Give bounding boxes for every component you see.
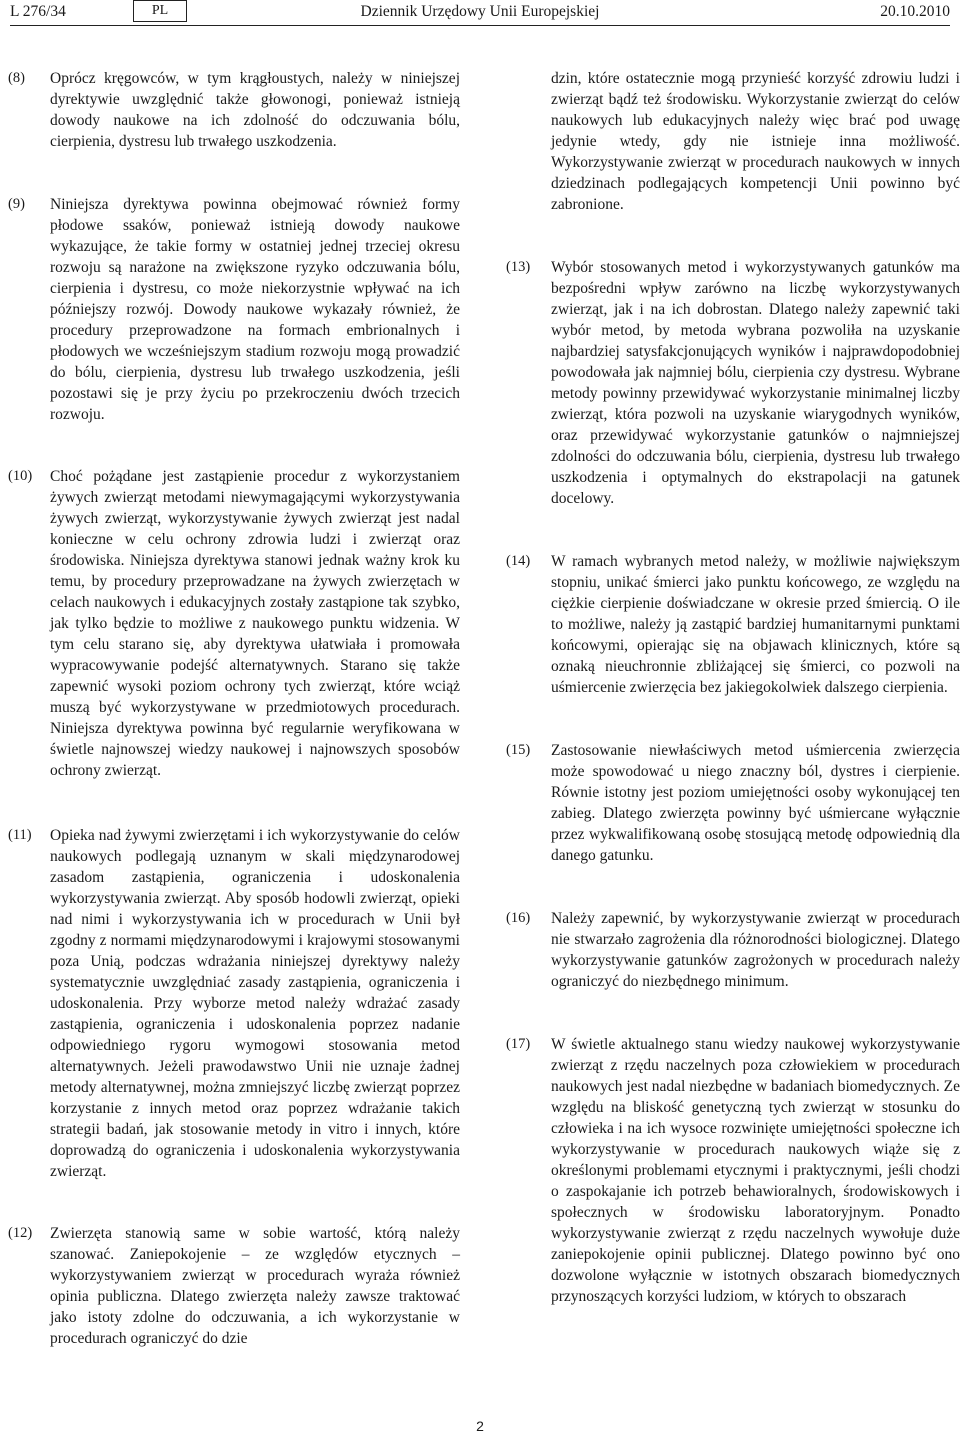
recital-text: dzin, które ostatecznie mogą przynieść korzyść zdrowiu ludzi i zwierząt bądź też środowisku. Wykorzystanie zwierząt do celów naukowych lub edukacyjnych należy więc brać pod uwagę jedynie wtedy, gdy nie istnieje inna możliwość. Wykorzystywanie zwierząt w procedurach naukowych w innych dziedzinach podlegających kompetencji Unii powinno być zabronione.: [551, 70, 960, 213]
header-divider: [10, 25, 950, 26]
recital-text: W świetle aktualnego stanu wiedzy naukowej wykorzystywanie zwierząt z rzędu naczelnych poza człowiekiem w procedurach naukowych jest nadal niezbędne w badaniach biomedycznych. Ze względu na bliskość genetyczną tych zwierząt w stosunku do człowieka i na ich wysoce rozwinięte umiejętności społeczne ich wykorzystywanie w procedurach naukowych wiąże się z określonymi problemami etycznymi i praktycznymi, jeśli chodzi o zaspokajanie ich potrzeb behawioralnych, środowiskowych i społecznych w środowisku laboratoryjnym. Ponadto wykorzystywanie zwierząt z rzędu naczelnych wywołuje duże zaniepokojenie opinii publicznej. Dlatego powinno być ono dozwolone wyłącznie w istotnych obszarach biomedycznych przynoszących korzyści ludziom, w których to obszarach: [551, 1036, 960, 1305]
page-number: 2: [476, 1418, 484, 1434]
recital-number: (16): [506, 910, 531, 926]
recital-text: Należy zapewnić, by wykorzystywanie zwierząt w procedurach nie stwarzało zagrożenia dla różnorodności biologicznej. Dlatego wykorzystywanie gatunków zagrożonych w procedurach należy ograniczyć do niezbędnego minimum.: [551, 910, 960, 990]
recital-text: Choć pożądane jest zastąpienie procedur z wykorzystaniem żywych zwierząt metodami niewymagającymi wykorzystywania żywych zwierząt, wykorzystywanie żywych zwierząt jest nadal konieczne w celu ochrony zdrowia ludzi i zwierząt oraz środowiska. Niniejsza dyrektywa stanowi jednak ważny krok ku temu, by procedury przeprowadzane na żywych zwierzętach w celach naukowych i edukacyjnych zostały zastąpione tak szybko, jak tylko będzie to możliwe z naukowego punktu widzenia. W tym celu starano się, aby dyrektywa ułatwiała i promowała wypracowywanie podejść alternatywnych. Starano się także zapewnić wysoki poziom ochrony tych zwierząt, które wciąż muszą być wykorzystywane w przedmiotowych procedurach. Niniejsza dyrektywa powinna być regularnie weryfikowana w świetle najnowszej wiedzy naukowej i najnowszych sposobów ochrony zwierząt.: [50, 468, 460, 779]
left-column: [0, 68, 460, 1349]
recital-9: [0, 194, 460, 425]
recital-number: (14): [506, 553, 531, 569]
recital-number: (13): [506, 259, 531, 275]
page-identifier: L 276/34: [10, 3, 66, 20]
recital-number: (9): [8, 196, 25, 212]
page-header: [0, 0, 960, 28]
recital-number: (11): [8, 827, 32, 843]
recital-15: [500, 740, 960, 866]
recital-13: [500, 257, 960, 509]
recital-12: [0, 1223, 460, 1349]
recital-number: (8): [8, 70, 25, 86]
recital-number: (12): [8, 1225, 33, 1241]
publication-date: 20.10.2010: [880, 3, 950, 20]
recital-number: (15): [506, 742, 531, 758]
recital-text: Zwierzęta stanowią same w sobie wartość, którą należy szanować. Zaniepokojenie – ze względów etycznych – wykorzystywaniem zwierząt w procedurach wyraża również opinia publiczna. Dlatego zwierzęta należy zawsze traktować jako istoty zdolne do odczuwania, a ich wykorzystanie w procedurach ograniczyć do dzie: [50, 1225, 460, 1347]
journal-title: Dziennik Urzędowy Unii Europejskiej: [360, 3, 600, 20]
recital-number: (10): [8, 468, 33, 484]
recital-text: W ramach wybranych metod należy, w możliwie największym stopniu, unikać śmierci jako punktu końcowego, ze względu na ciężkie cierpienie doświadczane w okresie przed śmiercią. O ile to możliwe, należy ją zastąpić bardziej humanitarnymi punktami końcowymi, opierając się na objawach klinicznych, które są oznaką nieuchronnie zbliżającej się śmierci, co pozwoli na uśmiercenie zwierzęcia bez jakiegokolwiek dalszego cierpienia.: [551, 553, 960, 696]
recital-11: [0, 825, 460, 1182]
recital-text: Zastosowanie niewłaściwych metod uśmiercenia zwierzęcia może spowodować u niego znaczny ból, dystres i cierpienie. Równie istotny jest poziom umiejętności osoby wykonującej ten zabieg. Dlatego zwierzęta powinny być uśmiercane wyłącznie przez wykwalifikowaną osobę stosującą metodę odpowiednią dla danego gatunku.: [551, 742, 960, 864]
recital-17: [500, 1034, 960, 1307]
recital-12-continued: [500, 68, 960, 215]
recital-number: (17): [506, 1036, 531, 1052]
recital-text: Oprócz kręgowców, w tym krągłoustych, należy w niniejszej dyrektywie uwzględnić także głowonogi, ponieważ istnieją dowody naukowe na ich zdolność do odczuwania bólu, cierpienia, dystresu lub trwałego uszkodzenia.: [50, 70, 460, 150]
recital-text: Niniejsza dyrektywa powinna obejmować również formy płodowe ssaków, ponieważ istnieją dowody naukowe wykazujące, że takie formy w ostatniej jednej trzeciej okresu rozwoju są narażone na zwiększone ryzyko odczuwania bólu, cierpienia i dystresu, co może niekorzystnie wpływać na ich późniejszy rozwój. Dowody naukowe wykazały również, że procedury przeprowadzone na formach embrionalnych i płodowych we wcześniejszym stadium rozwoju mogą prowadzić do bólu, cierpienia, dystresu lub trwałego uszkodzenia, jeśli pozostawi się je przy życiu po przekroczeniu dwóch trzecich rozwoju.: [50, 196, 460, 423]
recital-16: [500, 908, 960, 992]
recital-14: [500, 551, 960, 698]
recital-text: Opieka nad żywymi zwierzętami i ich wykorzystywanie do celów naukowych podlegają uznanym w skali międzynarodowej zasadom zastąpienia, ograniczenia i udoskonalenia wykorzystywania zwierząt. Aby sposób hodowli zwierząt, opieki nad nimi i wykorzystywania ich w procedurach w Unii był zgodny z normami międzynarodowymi i krajowymi stosowanymi poza Unią, podczas wdrażania niniejszej dyrektywy należy systematycznie uwzględniać zasady zastąpienia, ograniczenia i udoskonalenia. Przy wyborze metod należy wdrażać zasady zastąpienia, ograniczenia i udoskonalenia poprzez nadanie odpowiedniego rygoru wymogowi stosowania metod alternatywnych. Jeżeli prawodawstwo Unii nie uznaje żadnej metody alternatywnej, można zmniejszyć liczbę zwierząt poprzez korzystanie z innych metod oraz poprzez wdrażanie takich strategii badań, jak stosowanie metody in vitro i innych, które doprowadzą do ograniczenia i udoskonalenia wykorzystywania zwierząt.: [50, 827, 460, 1180]
recital-8: [0, 68, 460, 152]
recital-text: Wybór stosowanych metod i wykorzystywanych gatunków ma bezpośredni wpływ zarówno na liczbę wykorzystywanych zwierząt, jak i na ich dobrostan. Dlatego należy zapewnić taki wybór metod, by metoda wybrana pozwoliła na uzyskanie najbardziej satysfakcjonujących wyników i najprawdopodobniej powodowała jak najmniej bólu, cierpienia czy dystresu. Wybrane metody powinny przewidywać wykorzystanie minimalnej liczby zwierząt, która pozwoli na uzyskanie wiarygodnych wyników, oraz przewidywać wykorzystanie gatunków o najmniejszej zdolności do odczuwania bólu, cierpienia, dystresu lub trwałego uszkodzenia i optymalnych do ekstrapolacji na gatunek docelowy.: [551, 259, 960, 507]
recital-10: [0, 466, 460, 781]
language-badge: PL: [133, 0, 187, 22]
right-column: [500, 68, 960, 1307]
